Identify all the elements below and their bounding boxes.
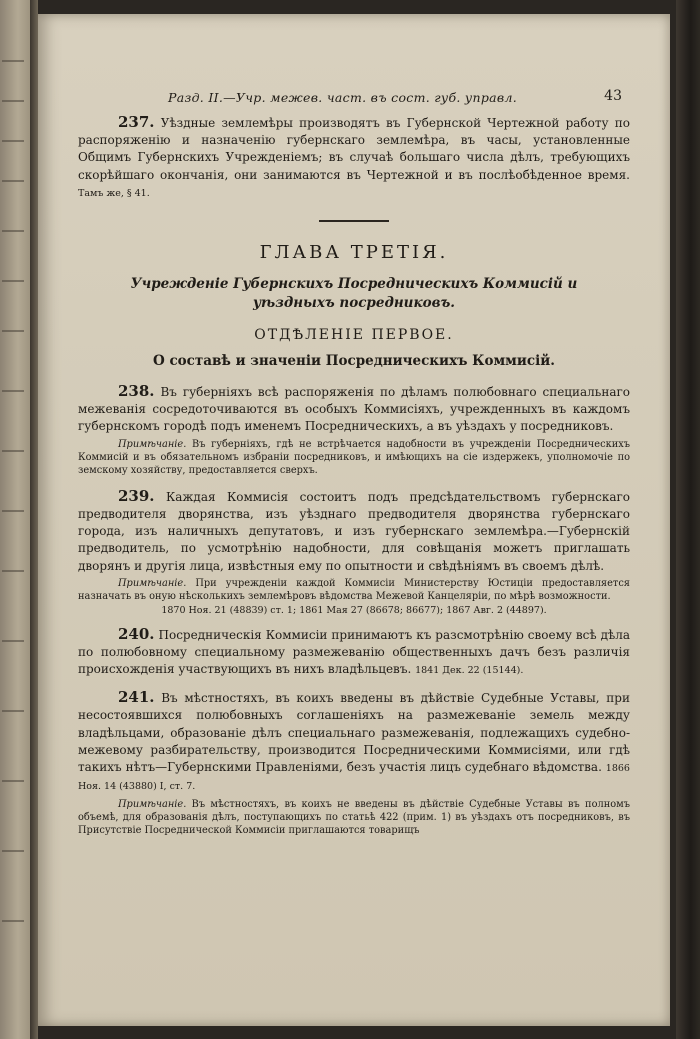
article-241-note — [78, 798, 630, 838]
book-cover-edge — [676, 0, 700, 1039]
book-binding — [30, 0, 38, 1039]
note-text: При учрежденіи каждой Коммисіи Министерству Юстиціи предоставляется назначать въ оную нѣсколькихъ землемѣровъ вѣдомства Межевой Канцеляріи, по мѣрѣ возможности. — [78, 577, 630, 603]
article-number: 237. — [118, 113, 155, 131]
article-239 — [78, 488, 630, 575]
article-239-note — [78, 577, 630, 604]
article-text: Въ губерніяхъ всѣ распоряженія по дѣламъ полюбовнаго специальнаго межеванія сосредоточиваются въ особыхъ Коммисіяхъ, учрежденныхъ въ каждомъ губернскомъ городѣ подъ именемъ Посредническихъ, а въ уѣздахъ у посредниковъ. — [78, 385, 630, 434]
article-239-source: 1870 Ноя. 21 (48839) ст. 1; 1861 Мая 27 (86678; 86677); 1867 Авг. 2 (44897). — [161, 604, 547, 616]
article-241 — [78, 689, 630, 795]
chapter-title: ГЛАВА ТРЕТІЯ. — [259, 242, 449, 264]
article-text: Въ мѣстностяхъ, въ коихъ введены въ дѣйствіе Судебные Уставы, при несостоявшихся полюбовныхъ соглашеніяхъ на размежеваніе земель между владѣльцами, образованіе дѣлъ специальнаго размежеванія, подлежащихъ судебно-межевому разбирательству, производится Посредническими Коммисіями, или гдѣ такихъ нѣтъ—Губернскими Правленіями, безъ участія лицъ судебнаго вѣдомства. — [78, 691, 630, 775]
article-text: Уѣздные землемѣры производятъ въ Губернской Чертежной работу по распоряженію и назначенію губернскаго землемѣра, въ часы, установленные Общимъ Губернскихъ Учрежденіемъ; въ случаѣ большаго числа дѣлъ, требующихъ скорѣйшаго окончанія, они занимаются въ Чертежной и въ послѣобѣденное время. — [78, 116, 630, 182]
article-237 — [78, 114, 630, 202]
note-label: Примѣчаніе. — [118, 577, 187, 589]
article-number: 238. — [118, 382, 155, 401]
article-238-note — [78, 438, 630, 478]
running-head: Разд. II.—Учр. межев. част. въ сост. губ. управл. — [168, 90, 517, 105]
chapter-subtitle: Учрежденіе Губернскихъ Посредническихъ Коммисій и уѣздныхъ посредниковъ. — [130, 276, 578, 312]
article-source: Тамъ же, § 41. — [78, 187, 150, 199]
note-label: Примѣчаніе. — [118, 438, 187, 450]
article-240 — [78, 626, 630, 680]
article-number: 240. — [118, 624, 155, 643]
article-source: 1866 Ноя. 14 (43880) I, ст. 7. — [78, 763, 630, 793]
article-source: 1841 Дек. 22 (15144). — [415, 665, 524, 677]
article-number: 241. — [118, 688, 155, 707]
article-text: Посредническія Коммисіи принимаютъ къ разсмотрѣнію своему всѣ дѣла по полюбовному специальному размежеванію общественныхъ дачъ безъ различія происхожденія участвующихъ въ нихъ владѣльцевъ. — [78, 627, 630, 677]
page-number: 43 — [604, 88, 622, 104]
note-label: Примѣчаніе. — [118, 798, 187, 810]
article-text: Каждая Коммисія состоитъ подъ предсѣдательствомъ губернскаго предводителя дворянства, изъ уѣзднаго предводителя дворянства губернскаго города, изъ наличныхъ депутатовъ, и изъ губернскаго землемѣра.—Губернскій предводитель, по усмотрѣнію надобности, для совѣщанія можетъ приглашать дворянъ и другія лица, извѣстныя ему по опытности и свѣдѣніямъ въ своемъ дѣлѣ. — [78, 489, 630, 573]
book-page — [38, 14, 670, 1026]
section-subtitle: О составѣ и значеніи Посредническихъ Коммисій. — [152, 353, 555, 370]
note-text: Въ губерніяхъ, гдѣ не встрѣчается надобности въ учрежденіи Посредническихъ Коммисій и въ обязательномъ избраніи посредниковъ, и имѣющихъ на сіе издержекъ, уполномочіе по земскому хозяйству, предоставляется сверхъ. — [78, 438, 630, 477]
left-page-edge — [0, 0, 30, 1039]
page-content — [78, 114, 630, 838]
divider-rule — [319, 220, 389, 222]
article-number: 239. — [118, 486, 155, 505]
note-text: Въ мѣстностяхъ, въ коихъ не введены въ дѣйствіе Судебные Уставы въ полномъ объемѣ, для образованія дѣлъ, поступающихъ по статьѣ 422 (прим. 1) въ уѣздахъ отъ посредниковъ, въ Присутствіе Посреднической Коммисіи приглашаются товарищъ — [78, 798, 630, 837]
section-title: ОТДѢЛЕНІЕ ПЕРВОЕ. — [254, 327, 454, 344]
article-238 — [78, 383, 630, 436]
